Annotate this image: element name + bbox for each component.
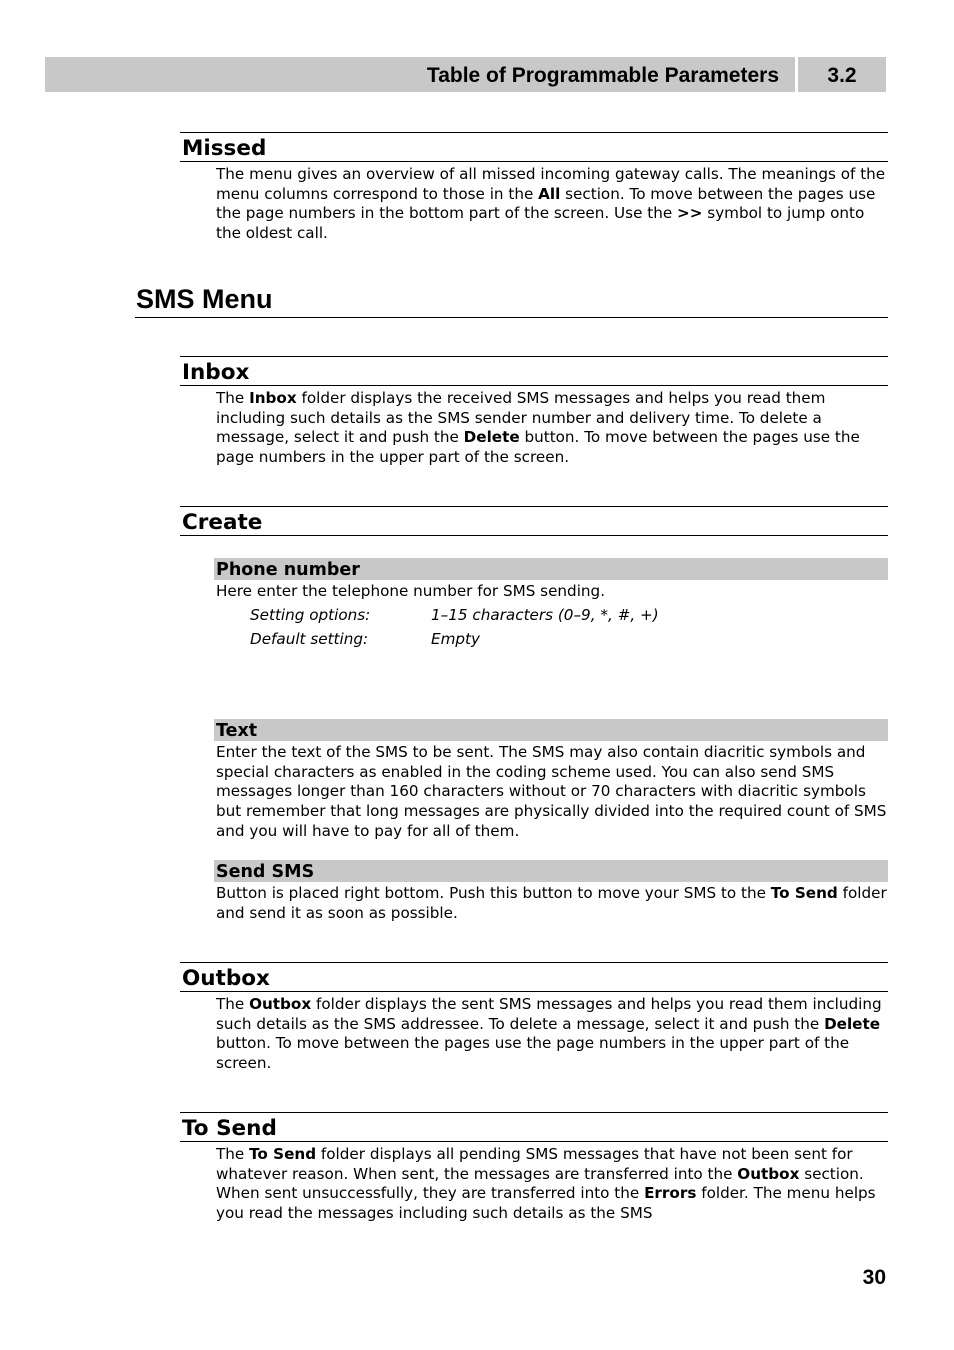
setting-options-value: 1–15 characters (0–9, *, #, +) bbox=[431, 606, 659, 624]
text-run: Button is placed right bottom. Push this button to move your SMS to the bbox=[216, 884, 771, 902]
heading-outbox bbox=[180, 962, 888, 992]
page-number: 30 bbox=[862, 1266, 886, 1289]
text-section-paragraph: Enter the text of the SMS to be sent. The SMS may also contain diacritic symbols and special characters as enabled in the coding scheme used. You can also send SMS messages longer than 160 characters without or 70 characters with diacritic symbols but remember that long messages are physically divided into the required count of SMS and you will have to pay for all of them. bbox=[216, 743, 887, 840]
text-run: The bbox=[216, 995, 250, 1013]
to-send-paragraph bbox=[216, 1145, 888, 1224]
text-run: symbol to jump onto the oldest call. bbox=[216, 204, 865, 243]
default-setting-value: Empty bbox=[431, 630, 480, 648]
header-section-number: 3.2 bbox=[827, 64, 857, 87]
default-setting-label: Default setting: bbox=[250, 630, 369, 648]
bold-term: To Send bbox=[249, 1145, 317, 1163]
page-header bbox=[45, 57, 886, 92]
text-run: section. When sent unsuccessfully, they are transferred into the bbox=[216, 1164, 864, 1203]
bold-term: Delete bbox=[463, 428, 520, 447]
setting-options-label: Setting options: bbox=[250, 606, 371, 624]
text-run: folder displays all pending SMS messages that have not been sent for whatever reason. When sent, the messages are transferred into the bbox=[216, 1145, 853, 1183]
heading-sms-menu-text: SMS Menu bbox=[136, 284, 273, 314]
heading-inbox bbox=[180, 356, 888, 386]
text-run: The menu gives an overview of all missed incoming gateway calls. The meanings of the menu columns correspond to those in the bbox=[216, 165, 886, 203]
subheading-text bbox=[214, 719, 888, 741]
heading-missed bbox=[180, 132, 888, 162]
heading-inbox-text: Inbox bbox=[182, 360, 250, 385]
bold-term: Delete bbox=[824, 1014, 881, 1033]
subheading-send-sms bbox=[214, 860, 888, 882]
heading-missed-text: Missed bbox=[182, 136, 267, 161]
heading-create bbox=[180, 506, 888, 536]
text-run: button. To move between the pages use the page numbers in the upper part of the screen. bbox=[216, 428, 860, 467]
heading-to-send-text: To Send bbox=[182, 1116, 277, 1141]
text-run: folder and send it as soon as possible. bbox=[216, 884, 887, 922]
subheading-phone-number-text: Phone number bbox=[216, 560, 360, 580]
heading-create-text: Create bbox=[182, 510, 263, 535]
bold-term: >> bbox=[677, 204, 703, 223]
heading-sms-menu bbox=[135, 283, 888, 318]
header-title: Table of Programmable Parameters bbox=[426, 64, 779, 87]
subheading-phone-number bbox=[214, 558, 888, 580]
phone-number-text: Here enter the telephone number for SMS sending. bbox=[216, 582, 606, 600]
missed-paragraph bbox=[216, 165, 888, 244]
text-run: button. To move between the pages use the page numbers in the upper part of the screen. bbox=[216, 1034, 850, 1073]
bold-term: All bbox=[538, 184, 561, 203]
subheading-text-text: Text bbox=[216, 721, 258, 741]
bold-term: Inbox bbox=[249, 389, 297, 407]
text-run: section. To move between the pages use the page numbers in the bottom part of the screen. Use the bbox=[216, 184, 876, 223]
bold-term: Errors bbox=[644, 1184, 697, 1203]
heading-outbox-text: Outbox bbox=[182, 966, 270, 991]
outbox-paragraph bbox=[216, 995, 888, 1074]
text-run: folder displays the sent SMS messages and helps you read them including such details as the SMS addressee. To delete a message, select it and push the bbox=[216, 995, 882, 1033]
subheading-send-sms-text: Send SMS bbox=[216, 862, 315, 882]
send-sms-paragraph bbox=[216, 884, 888, 923]
inbox-paragraph bbox=[216, 389, 888, 468]
bold-term: To Send bbox=[770, 884, 838, 902]
text-run: The bbox=[216, 389, 250, 407]
text-run: The bbox=[216, 1145, 250, 1163]
bold-term: Outbox bbox=[249, 995, 312, 1013]
text-run: folder displays the received SMS messages and helps you read them including such details as the SMS sender number and delivery time. To delete a message, select it and push the bbox=[216, 389, 826, 447]
heading-to-send bbox=[180, 1112, 888, 1142]
text-run: folder. The menu helps you read the messages including such details as the SMS bbox=[216, 1184, 876, 1223]
bold-term: Outbox bbox=[737, 1164, 800, 1183]
